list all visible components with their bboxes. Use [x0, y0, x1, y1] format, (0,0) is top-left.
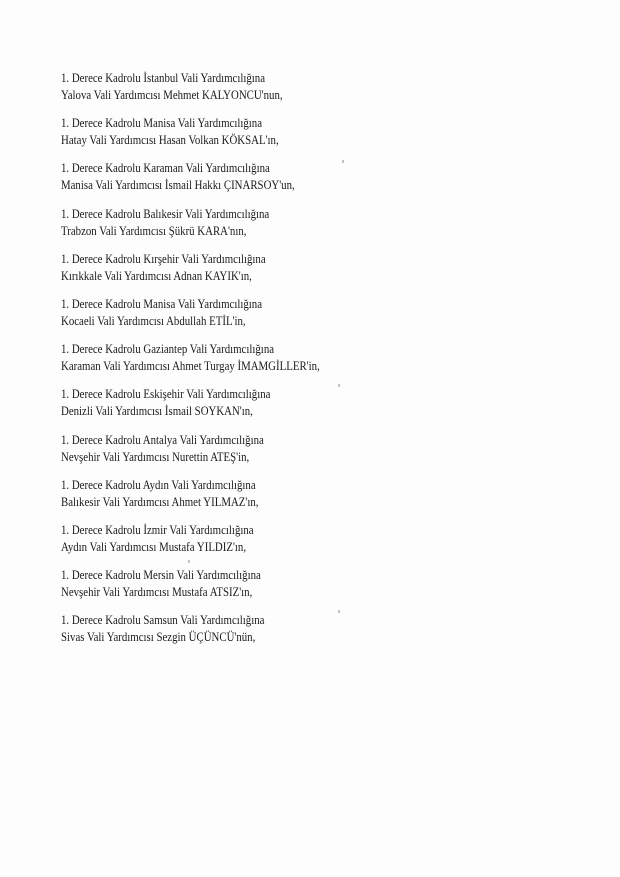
- position-line: 1. Derece Kadrolu İzmir Vali Yardımcılığına: [61, 522, 254, 537]
- position-line: 1. Derece Kadrolu Karaman Vali Yardımcılığına: [61, 161, 270, 176]
- appointment-entry: [61, 251, 508, 296]
- position-line: 1. Derece Kadrolu Kırşehir Vali Yardımcılığına: [61, 251, 266, 266]
- scan-speck: [338, 610, 340, 613]
- appointment-entry: [61, 432, 508, 477]
- appointment-entry: [61, 522, 508, 567]
- appointment-entry: [61, 477, 508, 522]
- position-line: 1. Derece Kadrolu Balıkesir Vali Yardımcılığına: [61, 206, 270, 221]
- position-line: 1. Derece Kadrolu Aydın Vali Yardımcılığına: [61, 477, 256, 492]
- appointee-line: Nevşehir Vali Yardımcısı Nurettin ATEŞ'in,: [61, 449, 250, 464]
- position-line: 1. Derece Kadrolu İstanbul Vali Yardımcılığına: [61, 71, 266, 85]
- position-line: 1. Derece Kadrolu Manisa Vali Yardımcılığına: [61, 116, 263, 131]
- appointee-line: Yalova Vali Yardımcısı Mehmet KALYONCU'nun,: [61, 88, 283, 102]
- position-line: 1. Derece Kadrolu Samsun Vali Yardımcılığına: [61, 613, 265, 628]
- appointee-line: Denizli Vali Yardımcısı İsmail SOYKAN'ın,: [61, 404, 253, 419]
- appointee-line: Aydın Vali Yardımcısı Mustafa YILDIZ'ın,: [61, 539, 247, 554]
- appointment-entry: [61, 115, 508, 160]
- position-line: 1. Derece Kadrolu Manisa Vali Yardımcılığına: [61, 296, 263, 311]
- scan-speck: [338, 384, 340, 387]
- position-line: 1. Derece Kadrolu Antalya Vali Yardımcılığına: [61, 432, 264, 447]
- appointment-entry: [61, 160, 508, 205]
- appointment-entry: [61, 341, 508, 386]
- appointee-line: Manisa Vali Yardımcısı İsmail Hakkı ÇINARSOY'un,: [61, 178, 295, 193]
- appointment-entry: [61, 70, 508, 115]
- position-line: 1. Derece Kadrolu Eskişehir Vali Yardımcılığına: [61, 387, 271, 402]
- position-line: 1. Derece Kadrolu Gaziantep Vali Yardımcılığına: [61, 342, 275, 357]
- position-line: 1. Derece Kadrolu Mersin Vali Yardımcılığına: [61, 568, 261, 583]
- appointee-line: Kırıkkale Vali Yardımcısı Adnan KAYIK'ın,: [61, 268, 252, 283]
- scan-speck: [188, 560, 190, 563]
- appointee-line: Kocaeli Vali Yardımcısı Abdullah ETİL'in,: [61, 313, 246, 328]
- appointment-entry: [61, 386, 508, 431]
- appointee-line: Balıkesir Vali Yardımcısı Ahmet YILMAZ'ın,: [61, 494, 259, 509]
- appointee-line: Hatay Vali Yardımcısı Hasan Volkan KÖKSAL'ın,: [61, 133, 279, 148]
- appointment-list: [61, 70, 581, 657]
- appointment-entry: [61, 612, 508, 657]
- appointment-entry: [61, 567, 508, 612]
- appointment-entry: [61, 206, 508, 251]
- scan-speck: [342, 160, 344, 163]
- appointee-line: Nevşehir Vali Yardımcısı Mustafa ATSIZ'ın,: [61, 585, 253, 600]
- appointee-line: Karaman Vali Yardımcısı Ahmet Turgay İMAMGİLLER'in,: [61, 359, 320, 374]
- appointment-entry: [61, 296, 508, 341]
- appointee-line: Sivas Vali Yardımcısı Sezgin ÜÇÜNCÜ'nün,: [61, 630, 256, 645]
- appointee-line: Trabzon Vali Yardımcısı Şükrü KARA'nın,: [61, 223, 247, 238]
